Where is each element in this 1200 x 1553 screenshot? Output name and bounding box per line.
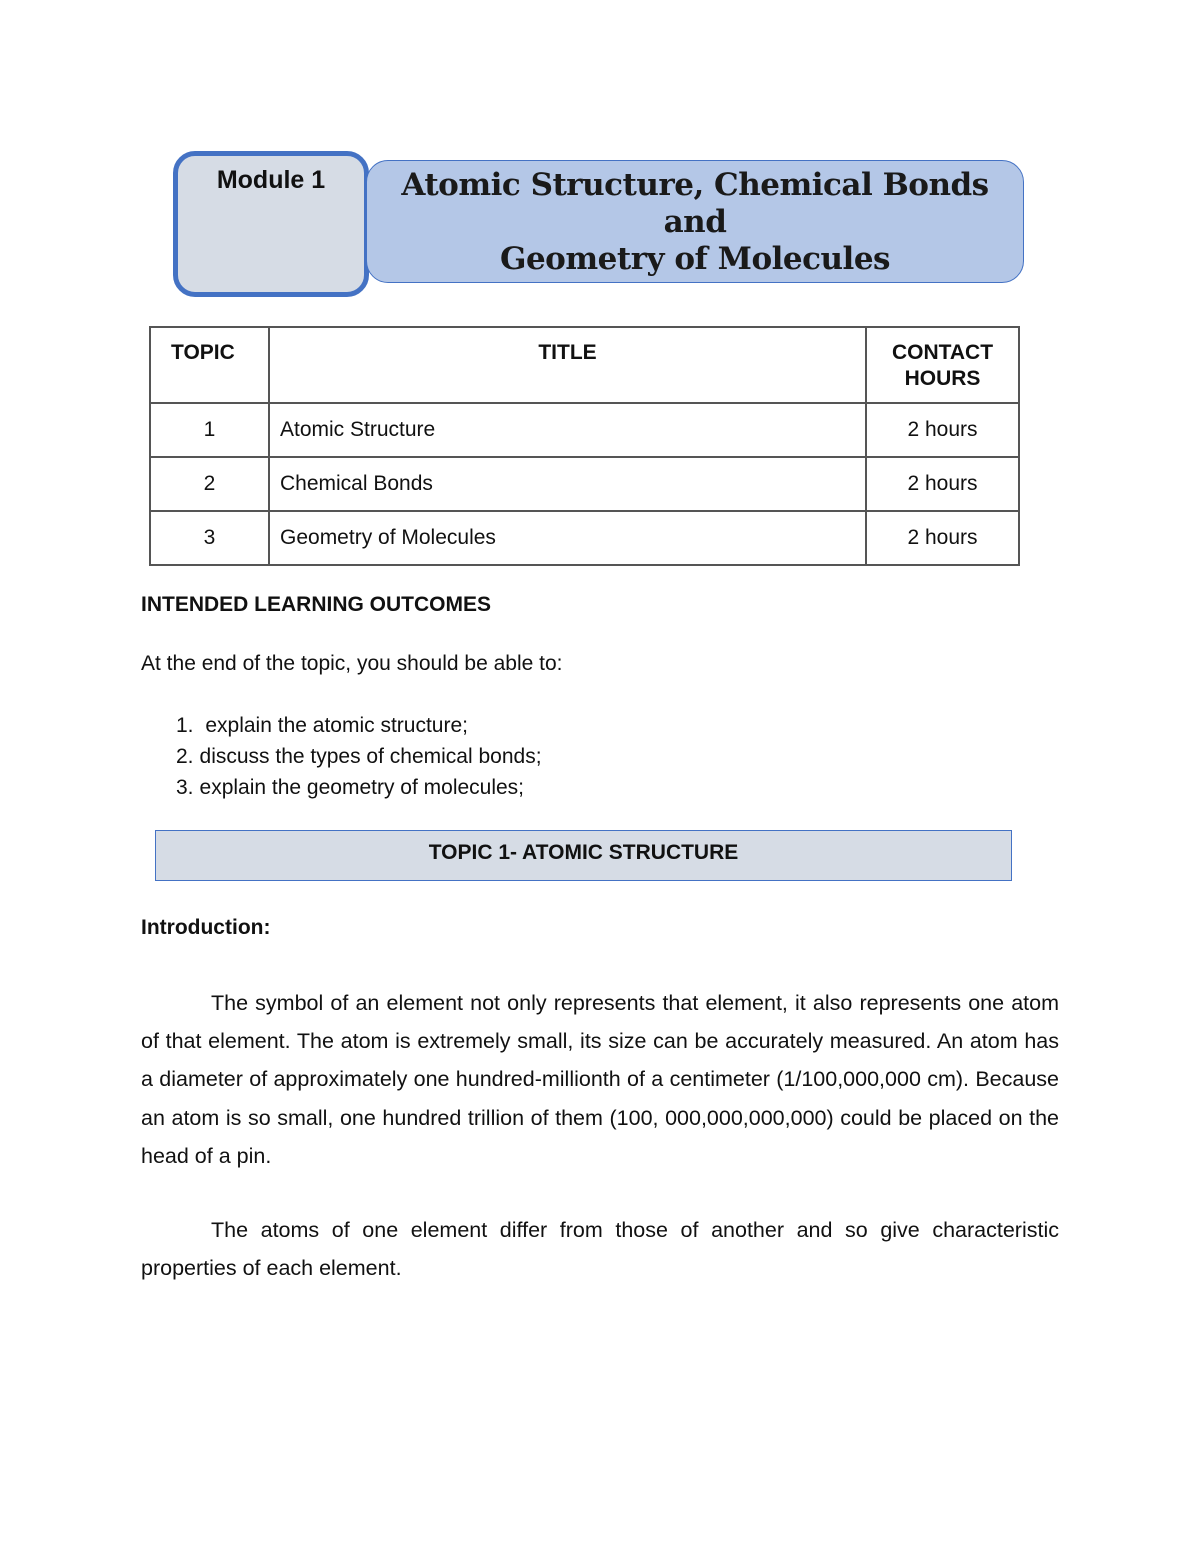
module-title-line-1: Atomic Structure, Chemical Bonds and [401, 167, 989, 240]
header-contact: CONTACT [891, 341, 994, 364]
outcomes-intro: At the end of the topic, you should be able to: [141, 652, 563, 675]
cell-title: Geometry of Molecules [269, 511, 866, 565]
list-item-number: 2. [176, 745, 194, 768]
cell-topic: 3 [150, 511, 269, 565]
topic-heading-box: TOPIC 1- ATOMIC STRUCTURE [155, 830, 1012, 881]
table-row [150, 457, 1019, 511]
introduction-heading: Introduction: [141, 916, 271, 939]
introduction-paragraph-2: The atoms of one element differ from those of another and so give characteristic properties of each element. [141, 1218, 1059, 1281]
table-header-row [150, 327, 1019, 403]
list-item-text: explain the atomic structure; [199, 714, 468, 737]
cell-hours: 2 hours [866, 403, 1019, 457]
cell-title: Chemical Bonds [269, 457, 866, 511]
outcomes-list [176, 710, 542, 803]
list-item-text: explain the geometry of molecules; [199, 776, 525, 799]
header-title: TITLE [269, 327, 866, 403]
outcomes-heading: INTENDED LEARNING OUTCOMES [141, 593, 492, 616]
cell-title: Atomic Structure [269, 403, 866, 457]
cell-hours: 2 hours [866, 457, 1019, 511]
cell-topic: 1 [150, 403, 269, 457]
module-title [367, 167, 1023, 278]
header-hours: HOURS [904, 367, 981, 390]
list-item [176, 710, 542, 741]
introduction-paragraph-1: The symbol of an element not only represents that element, it also represents one atom of that element. The atom is extremely small, its size can be accurately measured. An atom has a diameter of approximately one hundred-millionth of a centimeter (1/100,000,000 cm). Because an atom is so small, one hundred trillion of them (100, 000,000,000,000) could be placed on the head of a pin. [141, 991, 1059, 1168]
table-row [150, 403, 1019, 457]
cell-topic: 2 [150, 457, 269, 511]
list-item-number: 1. [176, 714, 194, 737]
list-item [176, 772, 542, 803]
module-label: Module 1 [216, 166, 326, 194]
list-item [176, 741, 542, 772]
module-title-banner [366, 160, 1024, 283]
header-contact-hours [866, 327, 1019, 403]
table-row [150, 511, 1019, 565]
module-title-line-2: Geometry of Molecules [499, 241, 891, 277]
list-item-text: discuss the types of chemical bonds; [199, 745, 542, 768]
header-topic: TOPIC [150, 327, 269, 403]
topics-table [149, 326, 1020, 566]
list-item-number: 3. [176, 776, 194, 799]
module-tab [173, 151, 369, 297]
cell-hours: 2 hours [866, 511, 1019, 565]
